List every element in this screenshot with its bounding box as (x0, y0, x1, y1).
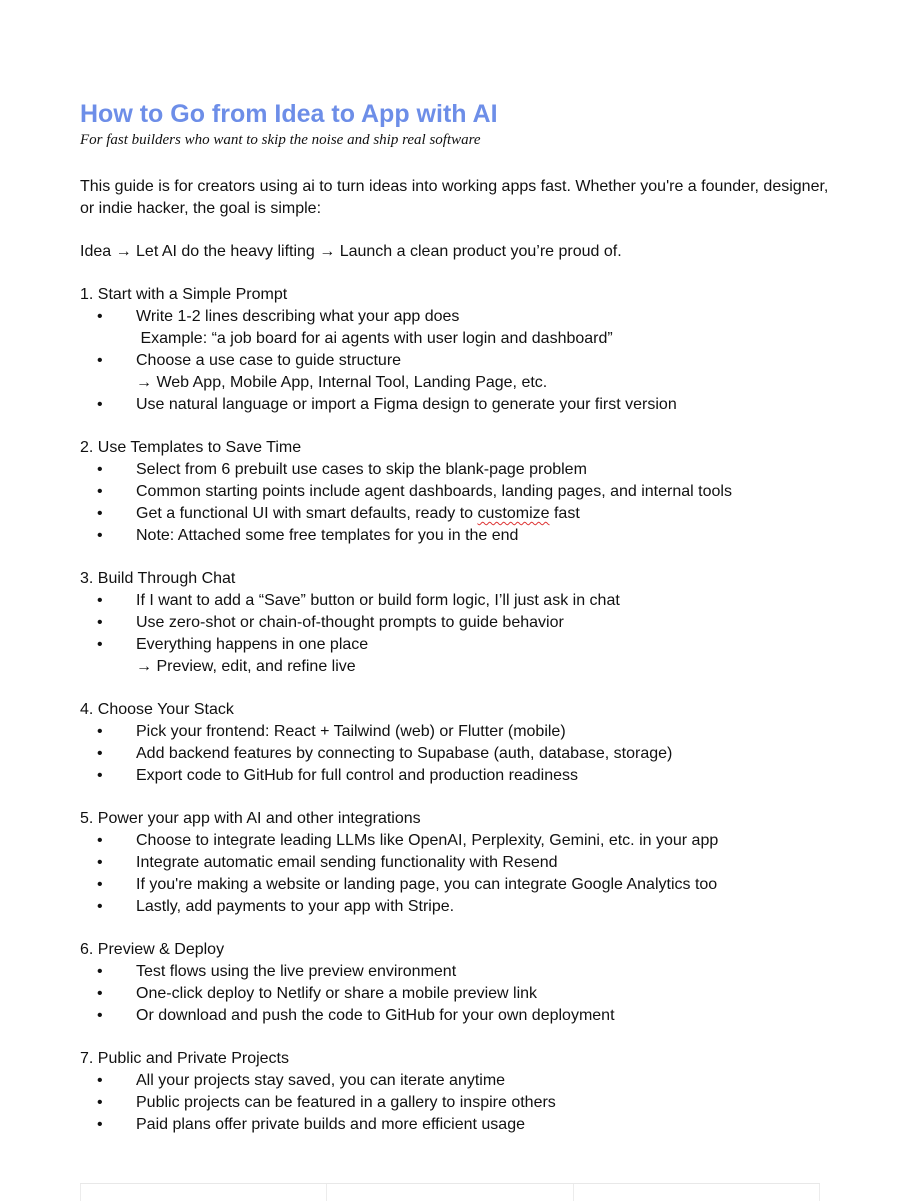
list-item-text (136, 503, 880, 525)
list-item-text: Use natural language or import a Figma design to generate your first version (136, 396, 677, 413)
bullet-icon: • (97, 963, 103, 980)
list-item (80, 874, 880, 896)
list-item-text: Add backend features by connecting to Supabase (auth, database, storage) (136, 745, 673, 762)
list-item-text: Choose a use case to guide structure (136, 352, 402, 369)
bullet-icon: • (97, 723, 103, 740)
bullet-icon: • (97, 308, 103, 325)
list-item-text: If I want to add a “Save” button or build form logic, I’ll just ask in chat (136, 592, 620, 609)
section-title: 6. Preview & Deploy (80, 941, 225, 958)
bullet-icon: • (97, 483, 103, 500)
section-integrations (80, 808, 880, 918)
list-item-text: Select from 6 prebuilt use cases to skip the blank-page problem (136, 461, 587, 478)
section-templates (80, 437, 880, 547)
section-preview-deploy (80, 939, 880, 1027)
section-title: 4. Choose Your Stack (80, 701, 234, 718)
list-item-text: Export code to GitHub for full control and production readiness (136, 767, 579, 784)
list-item (80, 525, 880, 547)
list-item-text: Note: Attached some free templates for you in the end (136, 527, 519, 544)
list-item (80, 852, 880, 874)
list-item-subtext: → Preview, edit, and refine live (136, 658, 356, 675)
bullet-icon: • (97, 767, 103, 784)
bullet-icon: • (97, 592, 103, 609)
list-item-text: Choose to integrate leading LLMs like OpenAI, Perplexity, Gemini, etc. in your app (136, 832, 719, 849)
bullet-icon: • (97, 1072, 103, 1089)
bullet-icon: • (97, 745, 103, 762)
list-item (80, 503, 880, 525)
doc-subtitle: For fast builders who want to skip the noise and ship real software (80, 132, 481, 148)
list-item-text: Integrate automatic email sending functionality with Resend (136, 854, 558, 871)
bullet-icon: • (97, 396, 103, 413)
bullet-icon: • (97, 832, 103, 849)
list-item (80, 612, 880, 634)
list-item (80, 743, 880, 765)
bullet-icon: • (97, 461, 103, 478)
list-item (80, 1005, 880, 1027)
list-item (80, 961, 880, 983)
list-item (80, 1070, 880, 1092)
flow-line: Idea → Let AI do the heavy lifting → Launch a clean product you’re proud of. (80, 243, 622, 260)
misspelled-word[interactable]: customize (477, 505, 550, 522)
list-item-text: If you're making a website or landing page, you can integrate Google Analytics too (136, 876, 718, 893)
bullet-icon: • (97, 614, 103, 631)
bullet-icon: • (97, 527, 103, 544)
bullet-icon: • (97, 505, 103, 522)
bullet-icon: • (97, 876, 103, 893)
doc-title: How to Go from Idea to App with AI (80, 100, 498, 128)
section-title: 1. Start with a Simple Prompt (80, 286, 288, 303)
list-item-subtext: → Web App, Mobile App, Internal Tool, Landing Page, etc. (136, 374, 548, 391)
intro-paragraph: This guide is for creators using ai to turn ideas into working apps fast. Whether you're a founder, designer, or indie hacker, the goal is simple: (80, 178, 829, 217)
list-item (80, 634, 880, 678)
list-item (80, 481, 880, 503)
list-item (80, 983, 880, 1005)
bullet-icon: • (97, 352, 103, 369)
list-item (80, 1114, 880, 1136)
section-stack (80, 699, 880, 787)
bullet-icon: • (97, 1007, 103, 1024)
list-item (80, 830, 880, 852)
table-top-edge (80, 1183, 820, 1201)
list-item-text: Write 1-2 lines describing what your app does (136, 308, 460, 325)
list-item (80, 306, 880, 350)
list-item (80, 765, 880, 787)
list-item-subtext: Example: “a job board for ai agents with user login and dashboard” (136, 330, 613, 347)
list-item-text: Or download and push the code to GitHub for your own deployment (136, 1007, 615, 1024)
table-cell (326, 1184, 572, 1201)
list-item-text: Common starting points include agent dashboards, landing pages, and internal tools (136, 483, 732, 500)
list-item (80, 459, 880, 481)
section-build-chat (80, 568, 880, 678)
list-item (80, 896, 880, 918)
section-projects (80, 1048, 880, 1136)
bullet-icon: • (97, 1116, 103, 1133)
list-item (80, 350, 880, 394)
section-title: 3. Build Through Chat (80, 570, 236, 587)
bullet-icon: • (97, 898, 103, 915)
bullet-icon: • (97, 636, 103, 653)
list-item (80, 394, 880, 416)
list-item-text: All your projects stay saved, you can iterate anytime (136, 1072, 506, 1089)
section-start-prompt (80, 284, 880, 416)
bullet-icon: • (97, 854, 103, 871)
table-cell (80, 1184, 326, 1201)
section-title: 2. Use Templates to Save Time (80, 439, 302, 456)
list-item-text: Lastly, add payments to your app with Stripe. (136, 898, 455, 915)
list-item-text: Everything happens in one place (136, 636, 369, 653)
list-item (80, 590, 880, 612)
list-item-text: Test flows using the live preview environment (136, 963, 457, 980)
bullet-icon: • (97, 985, 103, 1002)
section-title: 5. Power your app with AI and other integrations (80, 810, 421, 827)
list-item-text: One-click deploy to Netlify or share a mobile preview link (136, 985, 538, 1002)
bullet-icon: • (97, 1094, 103, 1111)
list-item-text: Pick your frontend: React + Tailwind (web) or Flutter (mobile) (136, 723, 566, 740)
list-item-text: Paid plans offer private builds and more efficient usage (136, 1116, 525, 1133)
section-title: 7. Public and Private Projects (80, 1050, 289, 1067)
text-part: Get a functional UI with smart defaults, ready to (136, 505, 478, 522)
list-item-text: Use zero-shot or chain-of-thought prompts to guide behavior (136, 614, 564, 631)
text-part: fast (549, 505, 580, 522)
list-item (80, 1092, 880, 1114)
list-item (80, 721, 880, 743)
list-item-text: Public projects can be featured in a gallery to inspire others (136, 1094, 556, 1111)
table-cell (573, 1184, 820, 1201)
